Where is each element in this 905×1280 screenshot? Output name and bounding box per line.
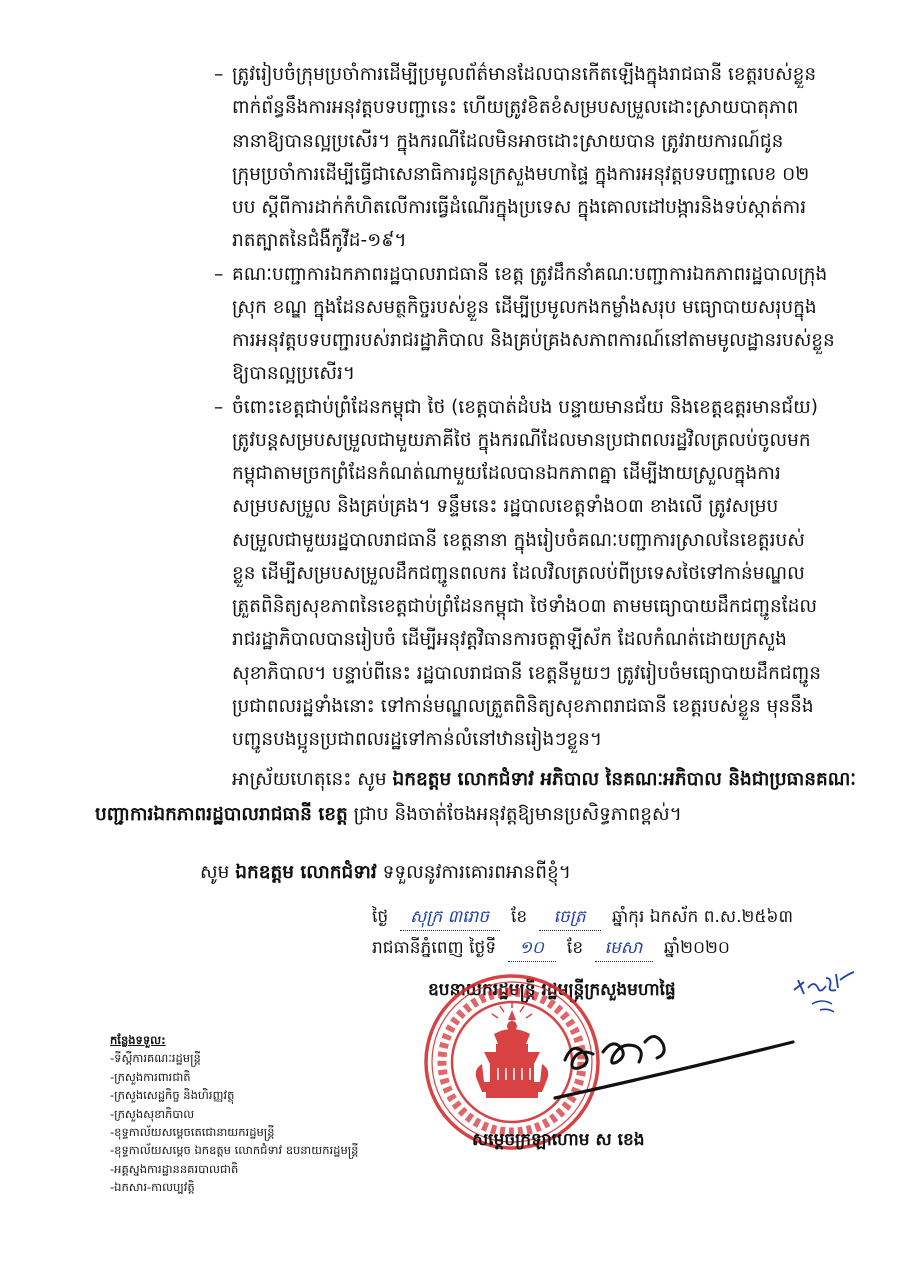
body-line: រាតត្បាតនៃជំងឺកូវីដ-១៩។	[232, 230, 407, 252]
body-line: ឱ្យបានល្អប្រសើរ។	[232, 363, 356, 385]
bullet-1-line	[0, 158, 905, 191]
recipients-list	[110, 1031, 420, 1197]
month-handwritten: មេសា	[595, 935, 653, 962]
closing-suffix: ជ្រាប និងចាត់ចែងអនុវត្តឱ្យមានប្រសិទ្ធភាពខ្ពស់។	[353, 804, 682, 825]
month-label-2: ខែ	[566, 938, 584, 958]
body-line: ប្រជាពលរដ្ឋទាំងនោះ ទៅកាន់មណ្ឌលត្រួតពិនិត្យសុខភាពរាជធានី ខេត្តរបស់ខ្លួន មុននឹង	[232, 695, 814, 717]
bullet-2-line	[0, 324, 905, 357]
bullet-marker: –	[214, 64, 224, 85]
body-line: នានាឱ្យបានល្អប្រសើរ។ ក្នុងករណីដែលមិនអាចដោះស្រាយបាន ត្រូវរាយការណ៍ជូន	[232, 130, 784, 152]
recipient-item: -ទីស្តីការគណៈរដ្ឋមន្ត្រី	[110, 1051, 201, 1066]
bullet-3-line	[0, 657, 905, 690]
lunar-month-handwritten: ចេត្រ	[539, 904, 601, 931]
document-body	[0, 58, 905, 756]
body-line: សម្របសម្រួល និងគ្រប់គ្រង។ ទន្ទឹមនេះ រដ្ឋបាលខេត្តទាំង០៣ ខាងលើ ត្រូវសម្រប	[232, 496, 779, 518]
body-line: ខ្លួន ដើម្បីសម្របសម្រួលដឹកជញ្ជូនពលករ ដែលវិលត្រលប់ពីប្រទេសថៃទៅកាន់មណ្ឌល	[232, 562, 805, 584]
signature-icon	[545, 1012, 805, 1112]
recipient-item: -ឯកសារ-កាលប្បវត្តិ	[110, 1180, 195, 1195]
body-line: បញ្ជូនបងប្អូនប្រជាពលរដ្ឋទៅកាន់លំនៅឋានរៀងៗខ្លួន។	[232, 729, 603, 750]
lunar-date-line	[372, 901, 862, 933]
respect-prefix: សូម	[200, 862, 230, 883]
recipient-item: -ខុទ្ទកាល័យសម្តេចតេជោនាយករដ្ឋមន្ត្រី	[110, 1124, 275, 1139]
recipient-item: -ក្រសួងការពារជាតិ	[110, 1069, 191, 1084]
bullet-1-line	[0, 58, 905, 91]
body-line: ត្រូវបន្តសម្របសម្រួលជាមួយភាគីថៃ ក្នុងករណីដែលមានប្រជាពលរដ្ឋវិលត្រលប់ចូលមក	[232, 429, 811, 451]
bullet-1-line	[0, 191, 905, 224]
solar-year: ឆ្នាំ២០២០	[663, 938, 730, 958]
respect-suffix: ទទួលនូវការគោរពអានពីខ្ញុំ។	[382, 862, 571, 883]
bullet-3-line	[0, 623, 905, 656]
bullet-2-line	[0, 357, 905, 390]
body-line: រាជរដ្ឋាភិបាលបានរៀបចំ ដើម្បីអនុវត្តវិធានការចត្តាឡីស័ក ដែលកំណត់ដោយក្រសួង	[232, 629, 787, 651]
closing-addressee-cont: បញ្ជាការឯកភាពរដ្ឋបាលរាជធានី ខេត្ត	[95, 804, 348, 825]
closing-addressee: ឯកឧត្តម លោកជំទាវ អភិបាល នៃគណៈអភិបាល និងជាប្រធានគណៈ	[392, 769, 856, 790]
solar-date-line	[372, 932, 862, 964]
body-line: បប ស្តីពីការដាក់កំហិតលើការធ្វើដំណើរក្នុងប្រទេស ក្នុងគោលដៅបង្ការនិងទប់ស្កាត់ការ	[232, 197, 807, 218]
bullet-3-line	[0, 690, 905, 723]
bullet-3-line	[0, 490, 905, 523]
body-line: ការអនុវត្តបទបញ្ជារបស់រាជរដ្ឋាភិបាល និងគ្រប់គ្រងសភាពការណ៍នៅតាមមូលដ្ឋានរបស់ខ្លួន	[232, 330, 835, 351]
bullet-3-line	[0, 590, 905, 623]
place-label: រាជធានីភ្នំពេញ ថ្ងៃទី	[372, 938, 497, 958]
body-line: ចំពោះខេត្តជាប់ព្រំដែនកម្ពុជា ថៃ (ខេត្តបាត់ដំបង បន្ទាយមានជ័យ និងខេត្តឧត្តរមានជ័យ)	[232, 396, 818, 418]
body-line: ត្រូវរៀបចំក្រុមប្រចាំការដើម្បីប្រមូលព័ត៌មានដែលបានកើតឡើងក្នុងរាជធានី ខេត្តរបស់ខ្លួន	[232, 64, 817, 85]
closing-line-2	[95, 799, 860, 831]
bullet-3-line	[0, 723, 905, 756]
bullet-2-line	[0, 258, 905, 291]
closing-prefix: អាស្រ័យហេតុនេះ សូម	[232, 769, 387, 790]
bullet-marker: –	[214, 396, 224, 418]
recipient-item: -អគ្គស្នងការដ្ឋាននគរបាលជាតិ	[110, 1161, 239, 1176]
lunar-year: ឆ្នាំកុរ ឯកស័ក ព.ស.២៥៦៣	[612, 907, 793, 927]
day-handwritten: សុក្រ ៣រោច	[400, 904, 500, 931]
body-line: គណៈបញ្ជាការឯកភាពរដ្ឋបាលរាជធានី ខេត្ត ត្រូវដឹកនាំគណៈបញ្ជាការឯកភាពរដ្ឋបាលក្រុង	[232, 263, 828, 285]
body-line: កម្ពុជាតាមច្រកព្រំដែនកំណត់ណាមួយដែលបានឯកភាពគ្នា ដើម្បីងាយស្រួលក្នុងការ	[232, 463, 781, 484]
body-line: ត្រួតពិនិត្យសុខភាពនៃខេត្តជាប់ព្រំដែនកម្ពុជា ថៃទាំង០៣ តាមមធ្យោបាយដឹកជញ្ជូនដែល	[232, 596, 818, 617]
body-line: ពាក់ព័ន្ធនឹងការអនុវត្តបទបញ្ជានេះ ហើយត្រូវខិតខំសម្របសម្រួលដោះស្រាយបាតុភាព	[232, 97, 799, 119]
recipient-item: -ក្រសួងសេដ្ឋកិច្ច និងហិរញ្ញវត្ថុ	[110, 1088, 235, 1103]
bullet-3-line	[0, 524, 905, 557]
recipient-item: -ខុទ្ទកាល័យសម្តេច ឯកឧត្តម លោកជំទាវ ឧបនាយករដ្ឋមន្ត្រី	[110, 1143, 359, 1158]
body-line: សុខាភិបាល។ បន្ទាប់ពីនេះ រដ្ឋបាលរាជធានី ខេត្តនីមួយៗ ត្រូវរៀបចំមធ្យោបាយដឹកជញ្ជូន	[232, 662, 822, 684]
bullet-3-line	[0, 557, 905, 590]
bullet-3-line	[0, 424, 905, 457]
signatory-title: ឧបនាយករដ្ឋមន្ត្រី រដ្ឋមន្ត្រីក្រសួងមហាផ្ទៃ	[428, 980, 676, 1000]
recipient-item: -ក្រសួងសុខាភិបាល	[110, 1106, 195, 1121]
bullet-1-line	[0, 224, 905, 257]
closing-line-1	[232, 764, 860, 796]
month-label: ខែ	[511, 907, 528, 927]
bullet-1-line	[0, 91, 905, 124]
bullet-2-line	[0, 291, 905, 324]
bullet-marker: –	[214, 263, 224, 285]
body-line: សម្រួលជាមួយរដ្ឋបាលរាជធានី ខេត្តនានា ក្នុងរៀបចំគណៈបញ្ជាការស្រាលនៃខេត្តរបស់	[232, 529, 805, 551]
bullet-3-line	[0, 391, 905, 424]
bullet-3-line	[0, 457, 905, 490]
body-line: ក្រុមប្រចាំការដើម្បីធ្វើជាសេនាធិការជូនក្រសួងមហាផ្ទៃ ក្នុងការអនុវត្តបទបញ្ជាលេខ ០២	[232, 163, 810, 185]
recipients-heading: កន្លែងទទួល:	[110, 1033, 166, 1047]
date-handwritten: ១០	[508, 935, 556, 962]
day-label: ថ្ងៃ	[372, 907, 389, 927]
respect-line	[200, 857, 700, 889]
body-line: ស្រុក ខណ្ឌ ក្នុងដែនសមត្ថកិច្ចរបស់ខ្លួន ដើម្បីប្រមូលកងកម្លាំងសរុប មធ្យោបាយសរុបក្នុង	[232, 296, 817, 318]
bullet-1-line	[0, 125, 905, 158]
respect-addressee: ឯកឧត្តម លោកជំទាវ	[235, 862, 377, 883]
signatory-name: សម្តេចក្រឡាហោម ស ខេង	[472, 1130, 645, 1150]
